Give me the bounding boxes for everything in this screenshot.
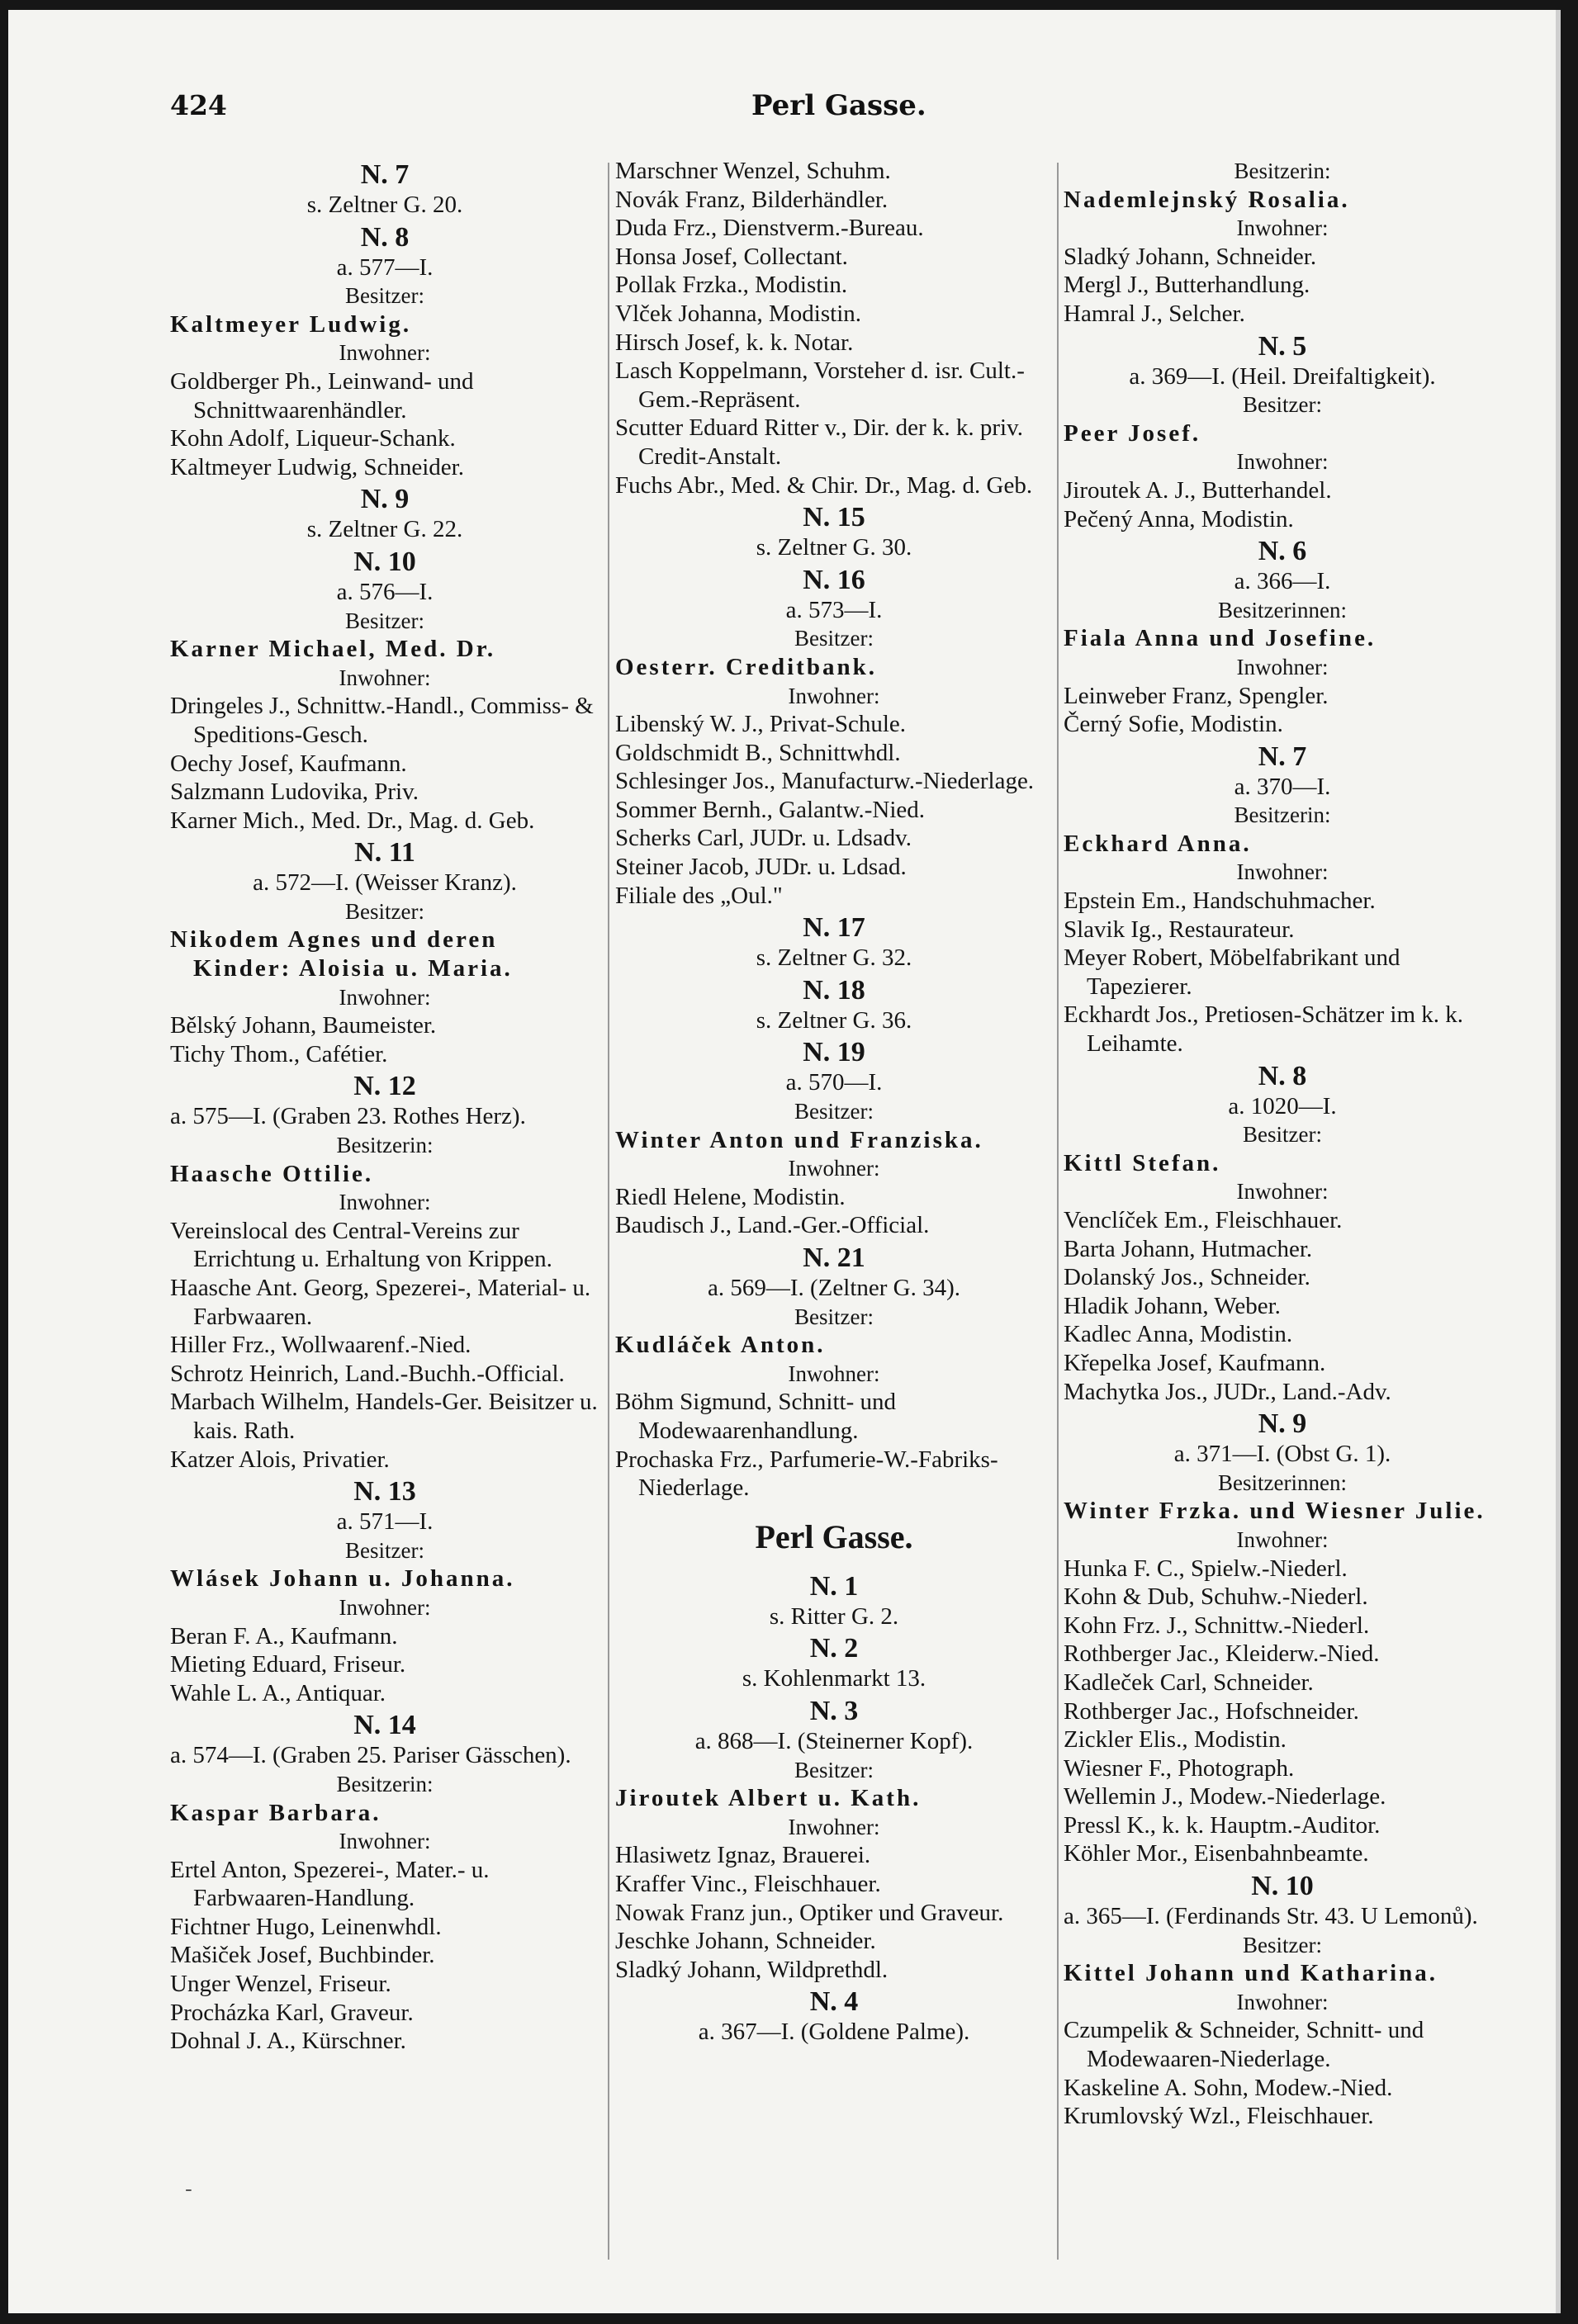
house-number-heading: N. 6 [1258, 536, 1307, 567]
owner-name: Peer Josef. [1064, 419, 1201, 447]
house-number-heading: N. 2 [809, 1633, 859, 1664]
resident-entry: Dohnal J. A., Kürschner. [170, 2028, 406, 2055]
owner-name: Kittl Stefan. [1064, 1149, 1221, 1176]
resident-entry: Marbach Wilhelm, Handels-Ger. Beisitzer u. kais. Rath. [170, 1389, 598, 1444]
resident-entry: Pollak Frzka., Modistin. [615, 272, 848, 299]
owner-name: Haasche Ottilie. [170, 1160, 374, 1187]
role-label: Inwohner: [1236, 1179, 1329, 1205]
resident-entry: Hlasiwetz Ignaz, Brauerei. [615, 1842, 871, 1869]
resident-entry: Vereinslocal des Central-Vereins zur Errichtung u. Erhaltung von Krippen. [170, 1217, 552, 1273]
role-label: Besitzer: [794, 1757, 874, 1782]
resident-entry: Honsa Josef, Collectant. [615, 243, 848, 270]
resident-entry: Czumpelik & Schneider, Schnitt- und Modewaaren-Niederlage. [1064, 2017, 1424, 2073]
resident-entry: Kaskeline A. Sohn, Modew.-Nied. [1064, 2074, 1393, 2101]
resident-entry: Kaltmeyer Ludwig, Schneider. [170, 453, 464, 480]
cross-reference: s. Zeltner G. 30. [756, 534, 912, 561]
resident-entry: Hirsch Josef, k. k. Notar. [615, 329, 854, 356]
house-number-heading: N. 14 [353, 1710, 416, 1741]
conscription-number: a. 1020—I. [1228, 1092, 1337, 1119]
column-right [1064, 157, 1501, 2131]
resident-entry: Sladký Johann, Wildprethdl. [615, 1956, 889, 1983]
owner-name: Eckhard Anna. [1064, 830, 1252, 857]
house-number-heading: N. 11 [354, 837, 415, 869]
resident-entry: Schrotz Heinrich, Land.-Buchh.-Official. [170, 1360, 565, 1387]
role-label: Inwohner: [339, 665, 431, 690]
house-number-heading: N. 7 [360, 159, 410, 190]
role-label: Besitzer: [345, 1537, 424, 1563]
resident-entry: Rothberger Jac., Kleiderw.-Nied. [1064, 1640, 1380, 1668]
owner-name: Kaltmeyer Ludwig. [170, 310, 412, 338]
resident-entry: Wahle L. A., Antiquar. [170, 1679, 386, 1706]
resident-entry: Sommer Bernh., Galantw.-Nied. [615, 796, 926, 823]
resident-entry: Novák Franz, Bilderhändler. [615, 186, 889, 213]
column-left [170, 157, 599, 2056]
conscription-number: a. 570—I. [785, 1069, 883, 1096]
house-number-heading: N. 17 [803, 912, 865, 944]
conscription-number: a. 868—I. (Steinerner Kopf). [694, 1727, 974, 1754]
role-label: Inwohner: [1236, 1989, 1329, 2014]
conscription-number: a. 371—I. (Obst G. 1). [1173, 1441, 1391, 1468]
owner-name: Kittel Johann und Katharina. [1064, 1960, 1438, 1987]
column-divider [608, 163, 609, 2260]
resident-entry: Pressl K., k. k. Hauptm.-Auditor. [1064, 1811, 1381, 1839]
role-label: Besitzer: [345, 608, 424, 633]
resident-entry: Dolanský Jos., Schneider. [1064, 1264, 1310, 1291]
house-number-heading: N. 12 [353, 1071, 416, 1102]
owner-name: Fiala Anna und Josefine. [1064, 625, 1377, 652]
cross-reference: s. Zeltner G. 20. [306, 192, 463, 218]
resident-entry: Steiner Jacob, JUDr. u. Ldsad. [615, 854, 907, 881]
resident-entry: Duda Frz., Dienstverm.-Bureau. [615, 215, 924, 242]
house-number-heading: N. 1 [809, 1570, 859, 1602]
resident-entry: Hunka F. C., Spielw.-Niederl. [1064, 1555, 1348, 1582]
resident-entry: Vlček Johanna, Modistin. [615, 300, 862, 327]
owner-name: Winter Frzka. und Wiesner Julie. [1064, 1498, 1486, 1525]
house-number-heading: N. 10 [1251, 1871, 1314, 1902]
resident-entry: Jiroutek A. J., Butterhandel. [1064, 476, 1332, 504]
resident-entry: Salzmann Ludovika, Priv. [170, 779, 419, 806]
resident-entry: Hladik Johann, Weber. [1064, 1292, 1281, 1319]
house-number-heading: N. 9 [1258, 1408, 1307, 1440]
resident-entry: Barta Johann, Hutmacher. [1064, 1235, 1313, 1262]
street-heading: Perl Gasse. [755, 1517, 913, 1555]
resident-entry: Schlesinger Jos., Manufacturw.-Niederlage. [615, 768, 1035, 795]
resident-entry: Meyer Robert, Möbelfabrikant und Tapezierer. [1064, 944, 1400, 1000]
owner-name: Nikodem Agnes und deren Kinder: Aloisia u. Maria. [170, 926, 513, 982]
conscription-number: a. 573—I. [785, 596, 883, 623]
role-label: Besitzer: [1243, 1122, 1322, 1148]
resident-entry: Filiale des „Oul." [615, 882, 783, 909]
resident-entry: Kadlec Anna, Modistin. [1064, 1321, 1293, 1348]
cross-reference: s. Zeltner G. 22. [306, 516, 463, 543]
resident-entry: a. 575—I. (Graben 23. Rothes Herz). [170, 1103, 526, 1130]
resident-entry: Jeschke Johann, Schneider. [615, 1928, 876, 1955]
conscription-number: a. 369—I. (Heil. Dreifaltigkeit). [1129, 362, 1436, 390]
role-label: Besitzer: [345, 283, 424, 309]
role-label: Besitzerin: [336, 1771, 434, 1796]
owner-name: Nademlejnský Rosalia. [1064, 186, 1350, 213]
house-number-heading: N. 19 [803, 1037, 865, 1068]
role-label: Besitzer: [794, 1099, 874, 1124]
resident-entry: Fichtner Hugo, Leinenwhdl. [170, 1913, 442, 1940]
resident-entry: Zickler Elis., Modistin. [1064, 1726, 1287, 1754]
role-label: Inwohner: [339, 1594, 431, 1620]
resident-entry: Křepelka Josef, Kaufmann. [1064, 1349, 1326, 1376]
role-label: Besitzerin: [1234, 159, 1331, 183]
role-label: Inwohner: [1236, 215, 1329, 241]
page-number: 424 [170, 89, 227, 121]
owner-name: Kudláček Anton. [615, 1332, 826, 1359]
house-number-heading: N. 8 [1258, 1060, 1307, 1091]
owner-name: Jiroutek Albert u. Kath. [615, 1785, 922, 1812]
house-number-heading: N. 15 [803, 502, 865, 533]
resident-entry: Hiller Frz., Wollwaarenf.-Nied. [170, 1332, 472, 1359]
resident-entry: Beran F. A., Kaufmann. [170, 1622, 398, 1650]
house-number-heading: N. 10 [353, 546, 416, 577]
resident-entry: Dringeles J., Schnittw.-Handl., Commiss- & Speditions-Gesch. [170, 693, 594, 748]
role-label: Besitzerin: [336, 1133, 434, 1158]
resident-entry: Venclíček Em., Fleischhauer. [1064, 1207, 1343, 1233]
role-label: Inwohner: [788, 1156, 880, 1181]
stray-mark: - [185, 2177, 192, 2202]
role-label: Besitzer: [1243, 1932, 1322, 1957]
owner-name: Karner Michael, Med. Dr. [170, 636, 496, 663]
conscription-number: a. 569—I. (Zeltner G. 34). [707, 1275, 960, 1301]
resident-entry: Böhm Sigmund, Schnitt- und Modewaarenhandlung. [615, 1389, 896, 1444]
resident-entry: Procházka Karl, Graveur. [170, 1999, 414, 2026]
role-label: Inwohner: [339, 984, 431, 1010]
column-divider [1057, 163, 1059, 2260]
conscription-number: a. 572—I. (Weisser Kranz). [253, 869, 517, 897]
role-label: Besitzer: [1243, 392, 1322, 418]
resident-entry: Slavik Ig., Restaurateur. [1064, 916, 1295, 943]
cross-reference: s. Kohlenmarkt 13. [742, 1665, 926, 1692]
role-label: Inwohner: [788, 1361, 880, 1386]
conscription-number: a. 577—I. [336, 253, 434, 281]
role-label: Inwohner: [339, 340, 431, 366]
cross-reference: s. Zeltner G. 36. [756, 1006, 912, 1034]
resident-entry: Libenský W. J., Privat-Schule. [615, 711, 907, 738]
cross-reference: s. Ritter G. 2. [769, 1602, 899, 1630]
resident-entry: Oechy Josef, Kaufmann. [170, 750, 407, 777]
resident-entry: a. 365—I. (Ferdinands Str. 43. U Lemonů). [1064, 1903, 1478, 1930]
role-label: Inwohner: [1236, 654, 1329, 679]
house-number-heading: N. 9 [360, 484, 410, 515]
resident-entry: Epstein Em., Handschuhmacher. [1064, 887, 1376, 915]
resident-entry: Leinweber Franz, Spengler. [1064, 682, 1329, 709]
resident-entry: a. 574—I. (Graben 25. Pariser Gässchen). [170, 1742, 571, 1769]
resident-entry: Baudisch J., Land.-Ger.-Official. [615, 1212, 930, 1239]
owner-name: Oesterr. Creditbank. [615, 653, 877, 680]
role-label: Besitzer: [345, 898, 424, 924]
house-number-heading: N. 16 [803, 564, 865, 595]
role-label: Besitzerinnen: [1218, 1470, 1347, 1495]
resident-entry: Karner Mich., Med. Dr., Mag. d. Geb. [170, 807, 535, 834]
resident-entry: Katzer Alois, Privatier. [170, 1446, 390, 1473]
resident-entry: Mieting Eduard, Friseur. [170, 1651, 406, 1678]
role-label: Inwohner: [1236, 859, 1329, 885]
role-label: Inwohner: [788, 1814, 880, 1839]
resident-entry: Wellemin J., Modew.-Niederlage. [1064, 1783, 1386, 1810]
house-number-heading: N. 5 [1258, 330, 1307, 362]
house-number-heading: N. 7 [1258, 741, 1307, 772]
resident-entry: Fuchs Abr., Med. & Chir. Dr., Mag. d. Geb. [615, 471, 1033, 499]
resident-entry: Prochaska Frz., Parfumerie-W.-Fabriks-Niederlage. [615, 1446, 998, 1502]
role-label: Inwohner: [339, 1190, 431, 1215]
house-number-heading: N. 13 [353, 1476, 416, 1508]
house-number-heading: N. 8 [360, 221, 410, 253]
resident-entry: Mašiček Josef, Buchbinder. [170, 1942, 435, 1969]
conscription-number: a. 576—I. [336, 578, 434, 605]
resident-entry: Černý Sofie, Modistin. [1064, 711, 1283, 738]
house-number-heading: N. 3 [809, 1695, 859, 1726]
resident-entry: Scutter Eduard Ritter v., Dir. der k. k. priv. Credit-Anstalt. [615, 414, 1023, 470]
resident-entry: Nowak Franz jun., Optiker und Graveur. [615, 1899, 1004, 1926]
role-label: Besitzer: [794, 626, 874, 651]
role-label: Inwohner: [339, 1829, 431, 1854]
house-number-heading: N. 18 [803, 974, 865, 1006]
resident-entry: Kohn & Dub, Schuhw.-Niederl. [1064, 1583, 1368, 1611]
house-number-heading: N. 21 [803, 1242, 865, 1273]
resident-entry: Haasche Ant. Georg, Spezerei-, Material- u. Farbwaaren. [170, 1275, 591, 1330]
cross-reference: s. Zeltner G. 32. [756, 944, 912, 972]
resident-entry: Lasch Koppelmann, Vorsteher d. isr. Cult.-Gem.-Repräsent. [615, 357, 1025, 413]
owner-name: Wlásek Johann u. Johanna. [170, 1565, 515, 1593]
owner-name: Winter Anton und Franziska. [615, 1126, 983, 1153]
running-title: Perl Gasse. [751, 89, 926, 122]
resident-entry: Wiesner F., Photograph. [1064, 1754, 1295, 1782]
conscription-number: a. 367—I. (Goldene Palme). [698, 2019, 970, 2046]
resident-entry: Krumlovský Wzl., Fleischhauer. [1064, 2103, 1374, 2130]
resident-entry: Bělský Johann, Baumeister. [170, 1012, 437, 1039]
conscription-number: a. 366—I. [1234, 568, 1331, 595]
role-label: Inwohner: [1236, 449, 1329, 475]
resident-entry: Kohn Adolf, Liqueur-Schank. [170, 425, 456, 452]
conscription-number: a. 571—I. [336, 1508, 434, 1536]
resident-entry: Tichy Thom., Cafétier. [170, 1040, 388, 1067]
conscription-number: a. 370—I. [1234, 773, 1331, 800]
role-label: Besitzerin: [1234, 802, 1331, 828]
resident-entry: Machytka Jos., JUDr., Land.-Adv. [1064, 1378, 1391, 1405]
role-label: Besitzerinnen: [1218, 597, 1347, 622]
owner-name: Kaspar Barbara. [170, 1799, 381, 1826]
resident-entry: Rothberger Jac., Hofschneider. [1064, 1697, 1359, 1725]
resident-entry: Kadleček Carl, Schneider. [1064, 1668, 1314, 1696]
resident-entry: Goldberger Ph., Leinwand- und Schnittwaarenhändler. [170, 367, 474, 424]
resident-entry: Kraffer Vinc., Fleischhauer. [615, 1870, 881, 1897]
role-label: Inwohner: [788, 683, 880, 708]
resident-entry: Marschner Wenzel, Schuhm. [615, 158, 891, 184]
role-label: Inwohner: [1236, 1526, 1329, 1552]
resident-entry: Sladký Johann, Schneider. [1064, 243, 1317, 270]
resident-entry: Scherks Carl, JUDr. u. Ldsadv. [615, 825, 912, 852]
house-number-heading: N. 4 [809, 1986, 859, 2018]
resident-entry: Pečený Anna, Modistin. [1064, 505, 1294, 532]
resident-entry: Mergl J., Butterhandlung. [1064, 272, 1310, 299]
resident-entry: Hamral J., Selcher. [1064, 300, 1245, 327]
resident-entry: Unger Wenzel, Friseur. [170, 1971, 391, 1998]
resident-entry: Riedl Helene, Modistin. [615, 1183, 846, 1210]
resident-entry: Köhler Mor., Eisenbahnbeamte. [1064, 1840, 1369, 1867]
resident-entry: Ertel Anton, Spezerei-, Mater.- u. Farbwaaren-Handlung. [170, 1856, 490, 1912]
resident-entry: Kohn Frz. J., Schnittw.-Niederl. [1064, 1612, 1370, 1639]
directory-page [8, 10, 1561, 2313]
role-label: Besitzer: [794, 1304, 874, 1329]
resident-entry: Goldschmidt B., Schnittwhdl. [615, 739, 901, 766]
resident-entry: Eckhardt Jos., Pretiosen-Schätzer im k. k. Leihamte. [1064, 1001, 1464, 1058]
column-middle [615, 157, 1053, 2047]
